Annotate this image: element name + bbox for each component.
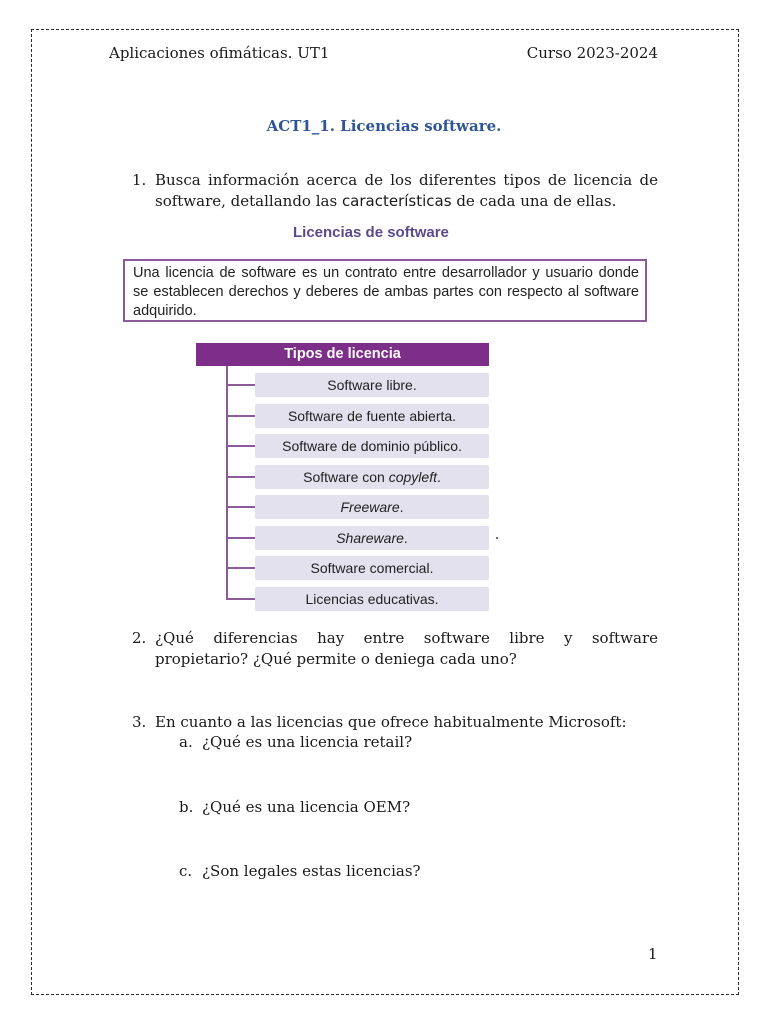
license-type-text-pre: Licencias educativas. [305,590,439,607]
question-2-number: 2. [132,629,147,647]
license-type-text-pre: Software de fuente abierta. [287,407,457,424]
tree-trunk-line [226,366,228,599]
license-type-text-em: Freeware [340,499,400,515]
header-course: Curso 2023-2024 [526,44,658,62]
license-type-text-pre: Software de dominio público. [282,438,462,454]
license-type-item [255,587,489,611]
license-type-item [255,556,489,580]
tree-branch-line [226,598,255,600]
question-1-text [155,170,658,212]
license-type-text-em: copyleft [388,468,437,485]
license-type-text-pre: Software libre. [327,377,417,393]
tree-branch-line [226,445,255,447]
header-subject: Aplicaciones ofimáticas. UT1 [109,44,330,62]
license-type-item [255,526,489,550]
license-type-text-pre: Software comercial. [310,560,434,576]
question-1-number: 1. [132,171,147,189]
question-3a-label: a. [179,733,193,751]
question-3-number: 3. [132,713,147,731]
tree-branch-line [226,476,255,478]
license-type-item [255,373,489,397]
tree-branch-line [226,384,255,386]
license-type-text-post: . [436,468,441,485]
license-type-item [255,434,489,458]
types-header: Tipos de licencia [196,343,489,366]
definition-box: Una licencia de software es un contrato entre desarrollador y usuario donde se establecen derechos y deberes de ambas partes con respecto al software adquirido. [123,259,647,322]
license-type-text-post: . [399,499,404,515]
license-type-text-post: . [403,529,408,546]
tree-branch-line [226,506,255,508]
tree-branch-line [226,537,255,539]
tree-branch-line [226,415,255,417]
stray-dot [496,537,498,539]
license-type-text-em: Shareware [336,529,404,546]
question-1-text-highlight: características [341,192,452,210]
question-3b-label: b. [179,798,194,816]
license-type-item [255,404,489,428]
page-number: 1 [648,945,658,963]
tree-branch-line [226,567,255,569]
figure-title: Licencias de software [293,224,449,241]
license-type-item [255,465,489,489]
question-3c-text: ¿Son legales estas licencias? [202,862,421,880]
question-2-line-2: propietario? ¿Qué permite o deniega cada uno? [155,650,517,668]
license-type-item [255,495,489,519]
activity-title: ACT1_1. Licencias software. [266,117,502,135]
license-type-text-pre: Software con [303,468,389,485]
question-3b-text: ¿Qué es una licencia OEM? [202,798,411,816]
question-2-text [155,628,658,670]
question-2-line-1: ¿Qué diferencias hay entre software libre y software [155,629,658,647]
question-3a-text: ¿Qué es una licencia retail? [202,733,413,751]
question-3c-label: c. [179,862,193,880]
question-1-text-c: de cada una de ellas. [451,192,617,210]
question-1-text-a: Busca información acerca de los diferentes tipos de licencia de software, detallando las [155,171,658,210]
question-3-text: En cuanto a las licencias que ofrece habitualmente Microsoft: [155,713,627,731]
